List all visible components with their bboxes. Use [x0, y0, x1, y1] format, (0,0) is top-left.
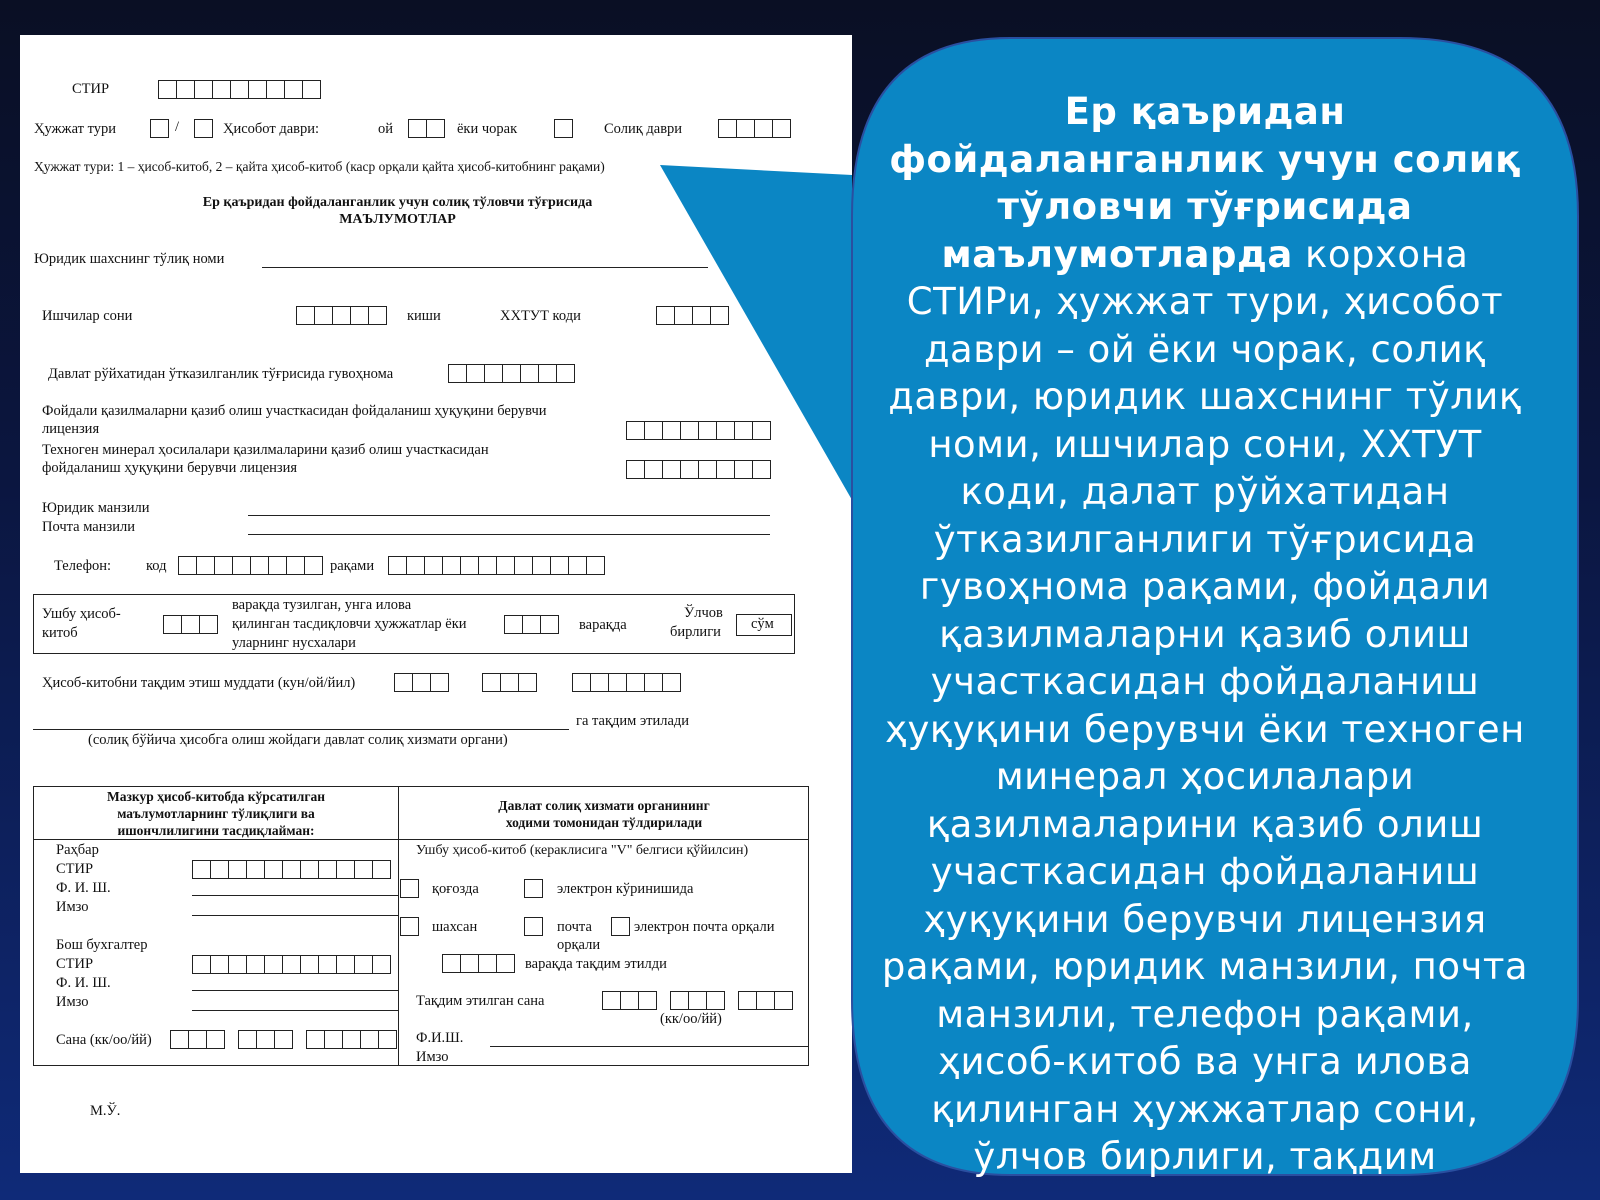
- pages-submitted: варақда тақдим этилди: [525, 956, 667, 972]
- legal-name-label: Юридик шахснинг тўлиқ номи: [34, 251, 225, 267]
- doc-type-note: Ҳужжат тури: 1 – ҳисоб-китоб, 2 – қайта ҳисоб-китоб (каср орқали қайта ҳисоб-китобнинг рақами): [34, 159, 605, 174]
- confirm-line3: ишончлилигини тасдиқлайман:: [117, 822, 315, 838]
- report-line2: китоб: [42, 625, 78, 641]
- officer-signature-label: Имзо: [416, 1049, 449, 1065]
- post-line2: орқали: [557, 937, 601, 953]
- post-line1: почта: [557, 919, 592, 935]
- pages-label: варақда: [579, 617, 627, 633]
- chief-accountant-label: Бош бухгалтер: [56, 937, 148, 953]
- quarter-label: ёки чорак: [457, 121, 518, 137]
- license1-line1: Фойдали қазилмаларни қазиб олиш участкасидан фойдаланиш ҳуқуқини берувчи: [42, 403, 547, 419]
- electronic-label: электрон кўринишида: [557, 881, 694, 897]
- code-label: код: [146, 558, 167, 574]
- callout-text: [880, 88, 1530, 1181]
- report-line1: Ушбу ҳисоб-: [42, 606, 121, 622]
- head-label: Раҳбар: [56, 842, 99, 858]
- deadline-label: Ҳисоб-китобни тақдим этиш муддати (кун/ой/йил): [42, 675, 356, 691]
- persons-label: киши: [407, 308, 441, 324]
- month-label: ой: [378, 121, 394, 137]
- stamp-label: М.Ў.: [90, 1103, 121, 1119]
- number-label: рақами: [330, 558, 375, 574]
- date-format-label: (кк/оо/йй): [660, 1011, 722, 1027]
- submitted-by-note: Ушбу ҳисоб-китоб (кераклисига "V" белгиси қўйилсин): [416, 843, 749, 858]
- paper-label: қоғозда: [432, 881, 479, 897]
- form-title-line1: Ер қаъридан фойдаланганлик учун солиқ тўловчи тўғрисида: [202, 195, 593, 210]
- stir-label: СТИР: [72, 81, 110, 97]
- doc-type-slash: /: [175, 119, 180, 135]
- submitted-date-label: Тақдим этилган сана: [416, 993, 545, 1009]
- doc-type-label: Ҳужжат тури: [34, 121, 116, 137]
- callout-bold-text: Ер қаъридан фойдаланганлик учун солиқ тўловчи тўғрисида маълумотларда: [889, 90, 1521, 276]
- license2-line1: Техноген минерал ҳосилалари қазилмаларини қазиб олиш участкасидан: [42, 442, 489, 458]
- accountant-fio-label: Ф. И. Ш.: [56, 975, 111, 991]
- attached-line1: варақда тузилган, унга илова: [232, 597, 412, 613]
- head-signature-label: Имзо: [56, 899, 89, 915]
- unit-value: сўм: [751, 616, 774, 632]
- email-label: электрон почта орқали: [634, 919, 775, 935]
- registration-label: Давлат рўйхатидан ўтказилганлик тўғрисида гувоҳнома: [48, 366, 394, 382]
- officer-line2: ходими томонидан тўлдирилади: [505, 814, 703, 830]
- workers-label: Ишчилар сони: [42, 308, 133, 324]
- accountant-stir-label: СТИР: [56, 956, 94, 972]
- officer-line1: Давлат солиқ хизмати органининг: [498, 798, 710, 813]
- head-stir-label: СТИР: [56, 861, 94, 877]
- date-label: Сана (кк/оо/йй): [56, 1032, 152, 1048]
- tax-authority-note: (солиқ бўйича ҳисобга олиш жойдаги давлат солиқ хизмати органи): [88, 732, 508, 748]
- unit-line2: бирлиги: [670, 624, 721, 640]
- callout-body-text: корхона СТИРи, ҳужжат тури, ҳисобот даври – ой ёки чорак, солиқ даври, юридик шахснинг тўлиқ номи, ишчилар сони, ХХТУТ коди, далат рўйхатидан ўтказилганлиги тўғрисида гувоҳнома рақами, фойдали қазилмаларни қазиб олиш участкасидан фойдаланиш ҳуқуқини берувчи ёки техноген минерал ҳосилалари қазилмаларини қазиб олиш участкасидан фойдаланиш ҳуқуқини берувчи лицензия рақами, юридик манзили, почта манзили, телефон рақами, ҳисоб-китоб ва унга илова қилинган ҳужжатлар сони, ўлчов бирлиги, тақдим: [881, 232, 1529, 1178]
- accountant-signature-label: Имзо: [56, 994, 89, 1010]
- license2-line2: фойдаланиш ҳуқуқини берувчи лицензия: [42, 460, 298, 476]
- attached-line2: қилинган тасдиқловчи ҳужжатлар ёки: [232, 616, 467, 632]
- confirm-line1: Мазкур ҳисоб-китобда кўрсатилган: [106, 789, 326, 804]
- officer-fio-label: Ф.И.Ш.: [416, 1030, 464, 1046]
- khkhtut-label: ХХТУТ коди: [500, 308, 581, 324]
- attached-line3: уларнинг нусхалари: [232, 635, 356, 651]
- form-title-line2: МАЪЛУМОТЛАР: [339, 211, 456, 227]
- tax-period-label: Солиқ даври: [604, 121, 683, 137]
- submitted-to: га тақдим этилади: [576, 713, 690, 729]
- legal-address-label: Юридик манзили: [42, 500, 150, 516]
- personally-label: шахсан: [432, 919, 478, 935]
- period-label: Ҳисобот даври:: [223, 121, 320, 137]
- phone-label: Телефон:: [54, 558, 112, 574]
- unit-line1: Ўлчов: [684, 605, 723, 621]
- callout-pointer: [660, 165, 852, 500]
- head-fio-label: Ф. И. Ш.: [56, 880, 111, 896]
- license1-line2: лицензия: [42, 421, 100, 437]
- postal-address-label: Почта манзили: [42, 519, 135, 535]
- confirm-line2: маълумотларнинг тўлиқлиги ва: [117, 805, 315, 821]
